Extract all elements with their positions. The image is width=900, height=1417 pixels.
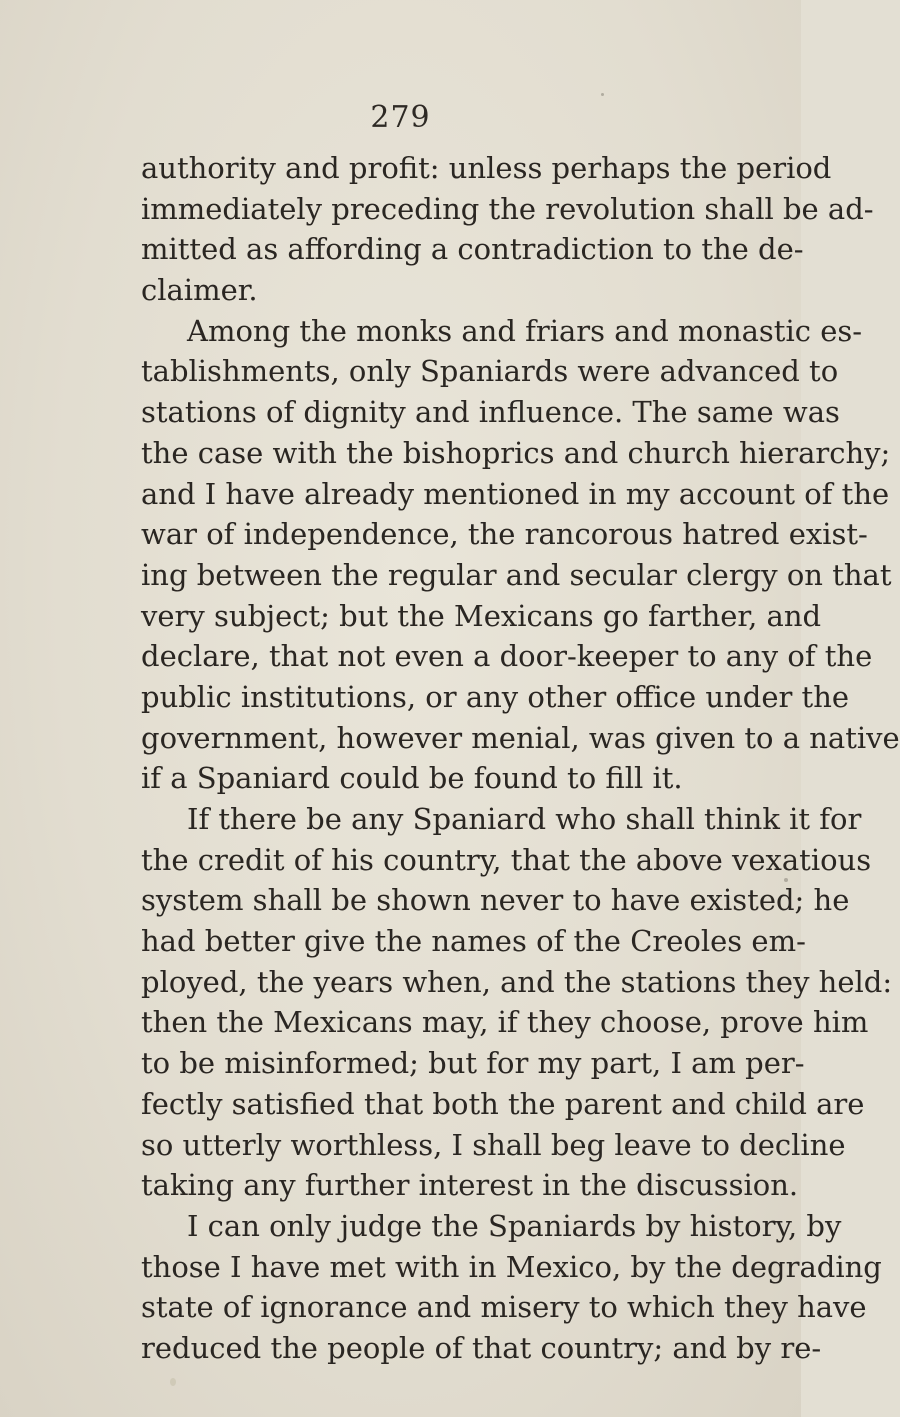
text-line: mitted as affording a contradiction to the de- [141, 232, 804, 267]
text-line: public institutions, or any other office under the [141, 679, 850, 714]
text-line: authority and profit: unless perhaps the period [141, 151, 832, 185]
text-line: and I have already mentioned in my account of the [141, 476, 890, 511]
text-line: system shall be shown never to have existed; he [141, 883, 850, 918]
page-number: 279 [370, 100, 431, 135]
text-line: declare, that not even a door-keeper to any of the [141, 639, 873, 674]
text-line: ing between the regular and secular clergy on that [141, 557, 892, 592]
text-line: then the Mexicans may, if they choose, prove him [141, 1005, 869, 1040]
text-line: those I have met with in Mexico, by the degrading [141, 1249, 882, 1284]
text-line: if a Spaniard could be found to fill it. [141, 761, 683, 796]
text-line: If there be any Spaniard who shall think it for [187, 802, 862, 836]
body-text [141, 148, 900, 1369]
text-line: fectly satisfied that both the parent and child are [141, 1086, 865, 1121]
text-line: state of ignorance and misery to which they have [141, 1290, 867, 1325]
paper-speck [784, 878, 788, 882]
text-line: very subject; but the Mexicans go farther, and [141, 598, 822, 633]
text-line: taking any further interest in the discussion. [141, 1168, 799, 1203]
text-line: so utterly worthless, I shall beg leave to decline [141, 1127, 846, 1162]
paper-speck [170, 1378, 176, 1386]
text-line: tablishments, only Spaniards were advanced to [141, 354, 839, 389]
text-line: claimer. [141, 273, 258, 308]
text-line: reduced the people of that country; and by re- [141, 1330, 822, 1365]
text-line: the case with the bishoprics and church hierarchy; [141, 435, 891, 470]
text-line: I can only judge the Spaniards by history, by [187, 1208, 842, 1243]
text-line: the credit of his country, that the above vexatious [141, 842, 872, 877]
paper-speck [601, 93, 604, 96]
text-line: ployed, the years when, and the stations they held: [141, 964, 893, 999]
text-line: government, however menial, was given to a native [141, 720, 900, 755]
text-line: stations of dignity and influence. The same was [141, 395, 840, 430]
text-line: immediately preceding the revolution shall be ad- [141, 191, 874, 226]
text-line: war of independence, the rancorous hatred exist- [141, 517, 868, 552]
text-line: to be misinformed; but for my part, I am per- [141, 1046, 805, 1081]
text-line: Among the monks and friars and monastic es- [187, 313, 863, 348]
text-line: had better give the names of the Creoles em- [141, 924, 806, 959]
